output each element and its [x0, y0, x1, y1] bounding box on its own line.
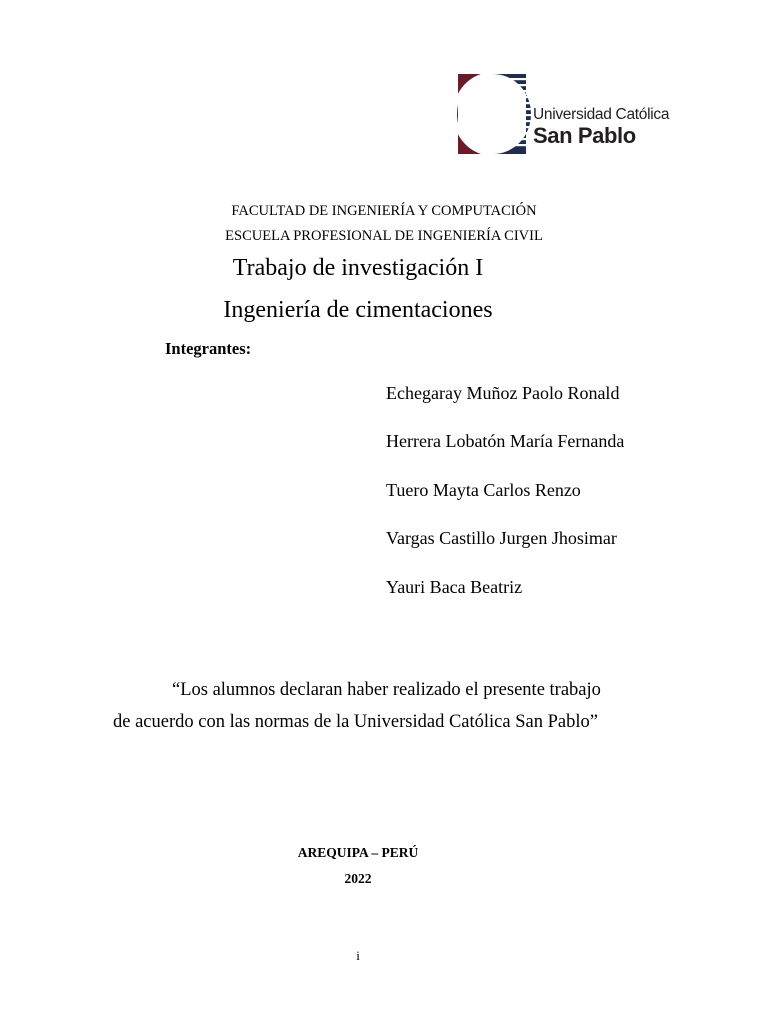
member-name: Tuero Mayta Carlos Renzo — [386, 479, 581, 500]
university-crest-icon — [454, 72, 532, 156]
document-title: Trabajo de investigación I — [232, 255, 484, 281]
members-label: Integrantes: — [165, 339, 252, 358]
university-name — [533, 106, 669, 148]
university-name-line2: San Pablo — [533, 123, 636, 148]
document-subtitle: Ingeniería de cimentaciones — [223, 297, 493, 323]
page-number: i — [356, 948, 360, 963]
members-list — [386, 380, 624, 622]
declaration-line-1: “Los alumnos declaran haber realizado el presente trabajo — [172, 680, 601, 700]
year: 2022 — [344, 871, 372, 886]
faculty-name: FACULTAD DE INGENIERÍA Y COMPUTACIÓN — [231, 203, 537, 219]
member-name: Herrera Lobatón María Fernanda — [386, 431, 625, 452]
declaration-line-2: de acuerdo con las normas de la Universidad Católica San Pablo” — [113, 712, 598, 732]
school-name: ESCUELA PROFESIONAL DE INGENIERÍA CIVIL — [225, 228, 543, 244]
member-name: Vargas Castillo Jurgen Jhosimar — [386, 528, 617, 549]
member-name: Yauri Baca Beatriz — [386, 576, 523, 597]
location: AREQUIPA – PERÚ — [297, 845, 419, 860]
member-name: Echegaray Muñoz Paolo Ronald — [386, 383, 620, 403]
university-logo — [454, 72, 670, 156]
university-name-line1: Universidad Católica — [533, 106, 670, 123]
